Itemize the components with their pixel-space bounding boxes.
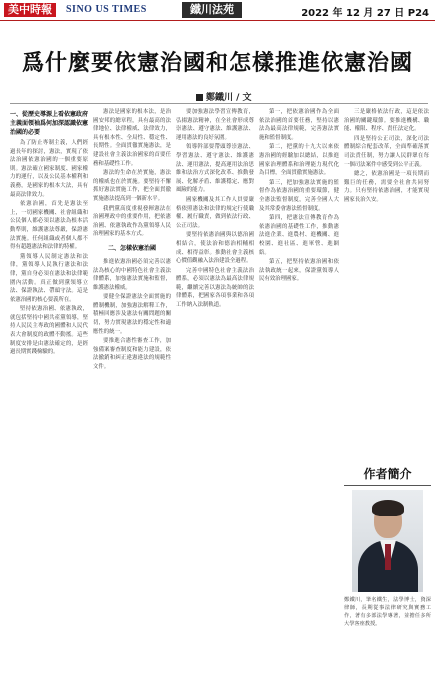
paragraph: 我們黨高度重視發揮憲法在治國理政中的重要作用，把依憲治國、依憲執政作為黨領導人民治理國家的基本方式。 [93,205,171,238]
masthead [0,0,435,21]
paragraph: 依憲治國，首先是憲法至上，一切國家機關、社會組織和公民個人都必須以憲法為根本活動準則，維護憲法尊嚴，保證憲法實施。任何組織或者個人都不得有超越憲法和法律的特權。 [10,201,88,251]
paragraph: 堅持依憲治國、依憲執政，就包括堅持中國共產黨領導，堅持人民民主專政的國體和人民代表大會制度的政體不動搖。這些制度安排是由憲法確定的，是經過長期實踐檢驗的。 [10,306,88,356]
paragraph: 領導幹部要帶頭尊崇憲法、學習憲法、遵守憲法、維護憲法、運用憲法，提高運用法治思維和法治方式深化改革、推動發展、化解矛盾、維護穩定、應對風險的能力。 [176,144,254,194]
paragraph: 要加強憲法學習宣傳教育，弘揚憲法精神，在全社會形成尊崇憲法、遵守憲法、維護憲法、運用憲法的良好氛圍。 [176,109,254,141]
author-bio: 鄭鐵川，筆名鐵生，法學博士，資深律師，長期從事法律研究與實務工作，著有多部法學專著，並擔任多所大學客座教授。 [344,597,431,627]
article-byline [196,90,252,103]
article-column-5 [344,108,429,458]
article-column-4 [259,108,339,693]
newspaper-name-english: SINO US TIMES [66,4,147,15]
paragraph: 黨領導人民制定憲法和法律，黨領導人民執行憲法和法律，黨自身必須在憲法和法律範圍內活動。真正做到黨領導立法、保證執法、帶頭守法。這是依憲治國的核心要義所在。 [10,253,88,303]
column-subhead: 一、從歷史導源上看依憲政府主義面領袖爲何加深認識依憲治國的必要 [10,111,88,136]
article-headline: 爲什麼要依憲治國和怎樣推進依憲治國 [21,51,413,76]
paragraph: 為了防止專制主義，人們經過長年的探討，憲法，實現了依法治國依憲治國的一個重要原則。憲法確立國家制度、國家權力的運行，以及公民基本權利和義務，是國家的根本大法，具有最高法律效力。 [10,140,88,198]
paragraph: 推進依憲治國必須完善以憲法為核心的中國特色社會主義法律體系，加強憲法實施和監督，維護憲法權威。 [93,258,171,291]
date-page-line: 2022 年 12 月 27 日 P24 [301,8,429,19]
paragraph: 要堅持依憲治國與以德治國相結合，使法治和德治相輔相成、相得益彰。推動社會主義核心價值觀融入法治建設全過程。 [176,232,254,265]
headline-divider [10,103,428,104]
paragraph: 第四，把憲法宣傳教育作為依憲治國的基礎性工作，推動憲法進企業、進農村、進機關、進校園、進社區、進軍營、進網絡。 [259,215,339,256]
article-column-3 [176,108,254,693]
paragraph: 要推進合憲性審查工作，加強備案審查制度和能力建設，依法撤銷和糾正違憲違法的規範性文件。 [93,338,171,371]
paragraph: 憲法的生命在於實施，憲法的權威也在於實施。要堅持不懈抓好憲法實施工作，把全面貫徹實施憲法提高到一個新水平。 [93,170,171,202]
paragraph: 第一，把依憲治國作為全面依法治國的首要任務，堅持以憲法為最高法律規範，完善憲法實施和監督制度。 [259,109,339,141]
section-subhead: 二、怎樣依憲治國 [107,244,156,252]
paragraph: 第五，把堅持依憲治國和依法執政統一起來，保證黨領導人民有效治理國家。 [259,259,339,283]
section-label: 鐵川法苑 [182,2,242,18]
byline-text: 鄭鐵川 / 文 [206,93,252,103]
author-photo [352,490,423,592]
paragraph: 第二，把黨的十九大以來依憲治國的經驗加以總結，以推進國家治理體系和治理能力現代化為目標，全面貫徹實施憲法。 [259,144,339,177]
paragraph: 國家機關及其工作人員要嚴格依照憲法和法律的規定行使職權、履行職責，做到依法行政、公正司法。 [176,196,254,229]
bullet-square-icon [196,94,203,101]
paragraph: 完善中國特色社會主義法治體系，必須以憲法為最高法律規範，繼續完善以憲法為統帥的法律體系，把國家各項事業和各項工作納入法制軌道。 [176,267,254,309]
article-column-2 [93,108,171,693]
newspaper-logo: 美中時報 [4,3,56,17]
author-profile-box [344,465,431,628]
author-profile-title: 作者簡介 [344,465,431,486]
paragraph: 三是嚴格依法行政，這是依法治國的關鍵環節。要推進機構、職能、權限、程序、責任法定化。 [344,109,429,133]
paragraph: 要健全保證憲法全面實施的體制機制，加強憲法解釋工作，積極回應涉及憲法有關問題的關切，努力實現憲法的穩定性和適應性的統一。 [93,294,171,335]
paragraph: 總之，依憲治國是一項長期而艱巨的任務，需要全社會共同努力。只有堅持依憲治國，才能實現國家長治久安。 [344,171,429,203]
paragraph: 第三，把加強憲法實施的監督作為依憲治國的重要環節，健全憲法監督制度，完善全國人大及其常委會憲法監督制度。 [259,179,339,212]
article-column-1 [10,108,88,693]
paragraph: 四是堅持公正司法，深化司法體制綜合配套改革，全面準確落實司法責任制，努力讓人民群眾在每一個司法案件中感受到公平正義。 [344,135,429,168]
paragraph: 憲法是國家的根本法，是治國安邦的總章程，具有最高的法律地位、法律權威、法律效力，具有根本性、全局性、穩定性、長期性。全面貫徹實施憲法，是建設社會主義法治國家的首要任務和基礎性工作。 [93,109,171,167]
